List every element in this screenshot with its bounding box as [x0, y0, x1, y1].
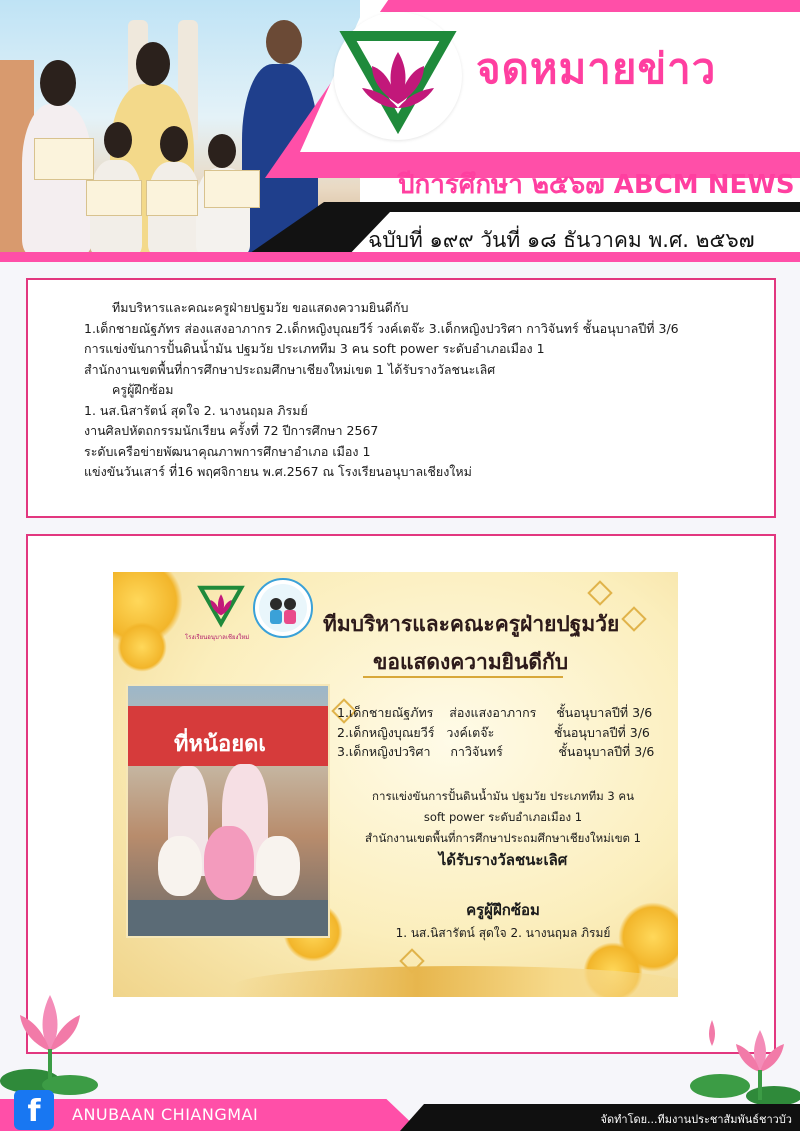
article-line: 1. นส.นิสารัตน์ สุดใจ 2. นางนฤมล ภิรมย์ [84, 402, 308, 418]
article-text-box [26, 278, 776, 518]
poster-gold-wave [233, 966, 678, 997]
newsletter-title: จดหมายข่าว [476, 44, 717, 93]
poster-coach-heading: ครูผู้ฝึกซ้อม [466, 901, 540, 919]
school-name: โรงเรียนอนุบาลเชียงใหม่ [464, 119, 754, 150]
article-line: ทีมบริหารและคณะครูฝ่ายปฐมวัย ขอแสดงความยินดีกับ [112, 300, 409, 315]
poster-award: ได้รับรางวัลชนะเลิศ [438, 851, 568, 869]
school-logo [334, 12, 462, 140]
footer-credit: จัดทำโดย...ทีมงานประชาสัมพันธ์ชาวบัว [600, 1113, 792, 1126]
facebook-page-name[interactable]: ANUBAAN CHIANGMAI [72, 1105, 259, 1124]
poster-title: ทีมบริหารและคณะครูฝ่ายปฐมวัย [323, 612, 620, 636]
photo-banner-text: ที่หน้อยดเ [174, 732, 266, 757]
congratulations-poster [113, 572, 678, 997]
poster-logo-caption: โรงเรียนอนุบาลเชียงใหม่ [185, 634, 250, 641]
poster-school-logo-icon [195, 578, 247, 630]
students-photo [126, 684, 330, 938]
article-line: ครูผู้ฝึกซ้อม [112, 382, 174, 397]
lotus-flower-decoration-icon [690, 1010, 800, 1110]
poster-coach-names: 1. นส.นิสารัตน์ สุดใจ 2. นางนฤมล ภิรมย์ [395, 926, 611, 940]
lotus-flower-decoration-icon [0, 985, 100, 1095]
facebook-icon[interactable]: f [14, 1090, 54, 1130]
newsletter-header [0, 0, 800, 262]
poster-student-list: 1.เด็กชายณัฐภัทร ส่องแสงอาภากร ชั้นอนุบาลปีที่ 3/6 2.เด็กหญิงบุณยวีร์ วงค์เตจ๊ะ ชั้นอนุบาลปีที่ 3/6 3.เด็กหญิงปวริศา กาวิจันทร์ ชั้นอนุบาลปีที่ 3/6 [337, 705, 655, 759]
article-line: แข่งขันวันเสาร์ ที่16 พฤศจิกายน พ.ศ.2567 ณ โรงเรียนอนุบาลเชียงใหม่ [84, 464, 472, 479]
kids-emblem-icon [255, 580, 311, 636]
kindergarten-emblem [253, 578, 313, 638]
article-line: การแข่งขันการปั้นดินน้ำมัน ปฐมวัย ประเภททีม 3 คน soft power ระดับอำเภอเมือง 1 [84, 341, 545, 356]
article-line: งานศิลปหัตถกรรมนักเรียน ครั้งที่ 72 ปีการศึกษา 2567 [84, 423, 379, 438]
contest-line: สำนักงานเขตพื้นที่การศึกษาประถมศึกษาเชียงใหม่เขต 1 [364, 831, 641, 845]
poster-title-underline [363, 676, 563, 678]
contest-line: soft power ระดับอำเภอเมือง 1 [423, 810, 583, 824]
contest-line: การแข่งขันการปั้นดินน้ำมัน ปฐมวัย ประเภททีม 3 คน [372, 789, 634, 803]
poster-contest-info [333, 786, 673, 849]
article-line: สำนักงานเขตพื้นที่การศึกษาประถมศึกษาเชียงใหม่เขต 1 ได้รับรางวัลชนะเลิศ [84, 361, 496, 377]
academic-year-line: ปีการศึกษา ๒๕๖๗ ABCM NEWS [398, 170, 795, 200]
school-lotus-logo-icon [334, 12, 462, 140]
header-divider [0, 252, 800, 262]
poster-subtitle: ขอแสดงความยินดีกับ [373, 650, 569, 674]
article-line: ระดับเครือข่ายพัฒนาคุณภาพการศึกษาอำเภอ เมือง 1 [84, 443, 371, 459]
issue-number-date: ฉบับที่ ๑๙๙ วันที่ ๑๘ ธันวาคม พ.ศ. ๒๕๖๗ [368, 228, 755, 252]
article-line: 1.เด็กชายณัฐภัทร ส่องแสงอาภากร 2.เด็กหญิงบุณยวีร์ วงค์เตจ๊ะ 3.เด็กหญิงปวริศา กาวิจันทร์ ชั้นอนุบาลปีที่ 3/6 [84, 320, 679, 336]
